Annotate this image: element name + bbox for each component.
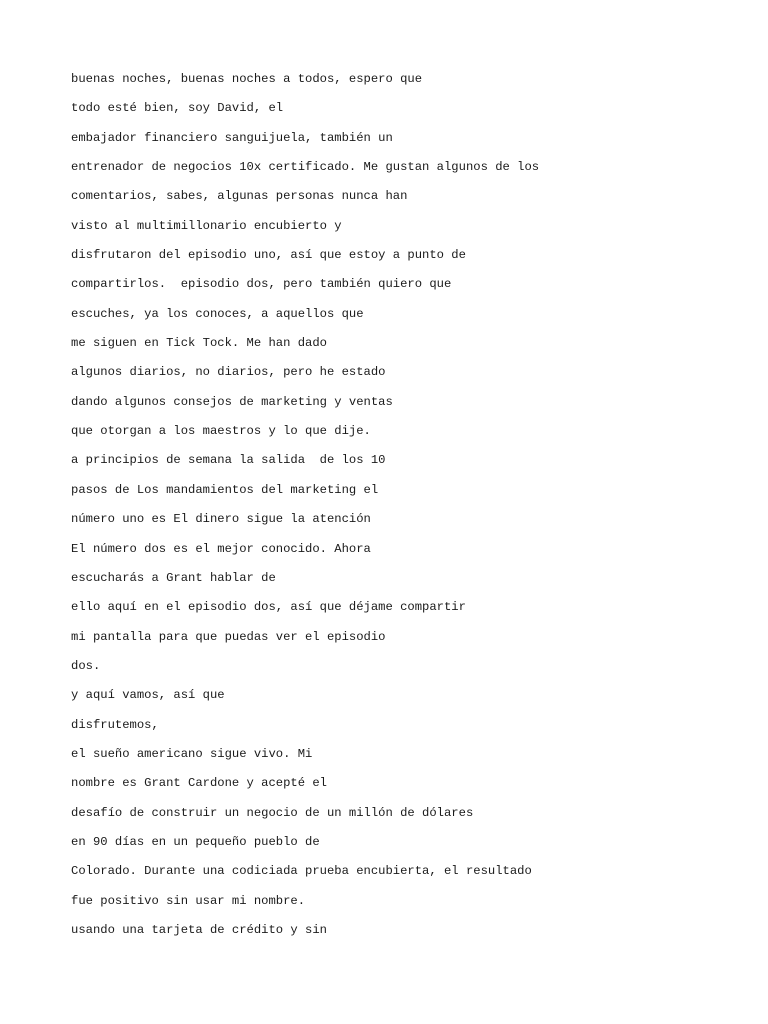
text-line: fue positivo sin usar mi nombre.	[71, 893, 306, 908]
text-line: escuches, ya los conoces, a aquellos que	[71, 306, 364, 321]
text-line: me siguen en Tick Tock. Me han dado	[71, 336, 327, 351]
text-line: buenas noches, buenas noches a todos, espero que	[71, 72, 423, 86]
text-line: usando una tarjeta de crédito y sin	[71, 922, 327, 937]
text-line: compartirlos. episodio dos, pero también quiero que	[71, 277, 452, 292]
text-line: disfrutaron del episodio uno, así que estoy a punto de	[71, 248, 466, 263]
text-line: entrenador de negocios 10x certificado. Me gustan algunos de los	[71, 160, 540, 175]
text-line: nombre es Grant Cardone y acepté el	[71, 776, 327, 791]
text-line: Colorado. Durante una codiciada prueba encubierta, el resultado	[71, 864, 532, 879]
text-line: número uno es El dinero sigue la atención	[71, 512, 371, 527]
text-line: ello aquí en el episodio dos, así que déjame compartir	[71, 600, 466, 615]
text-line: pasos de Los mandamientos del marketing el	[71, 482, 379, 497]
text-line: dando algunos consejos de marketing y ventas	[71, 394, 393, 409]
text-line: en 90 días en un pequeño pueblo de	[71, 834, 320, 849]
transcript-text	[71, 71, 539, 951]
text-line: El número dos es el mejor conocido. Ahora	[71, 541, 371, 556]
text-line: a principios de semana la salida de los 10	[71, 453, 386, 468]
text-line: desafío de construir un negocio de un millón de dólares	[71, 805, 474, 820]
text-line: el sueño americano sigue vivo. Mi	[71, 746, 313, 761]
text-line: algunos diarios, no diarios, pero he estado	[71, 365, 386, 380]
text-line: comentarios, sabes, algunas personas nunca han	[71, 189, 408, 204]
text-line: escucharás a Grant hablar de	[71, 570, 276, 585]
text-line: que otorgan a los maestros y lo que dije.	[71, 424, 371, 439]
text-line: visto al multimillonario encubierto y	[71, 218, 342, 233]
text-line: todo esté bien, soy David, el	[71, 101, 284, 116]
text-line: disfrutemos,	[71, 717, 159, 732]
text-line: embajador financiero sanguijuela, también un	[71, 130, 393, 145]
text-line: mi pantalla para que puedas ver el episodio	[71, 629, 386, 644]
text-line: dos.	[71, 658, 101, 673]
text-line: y aquí vamos, así que	[71, 688, 225, 703]
